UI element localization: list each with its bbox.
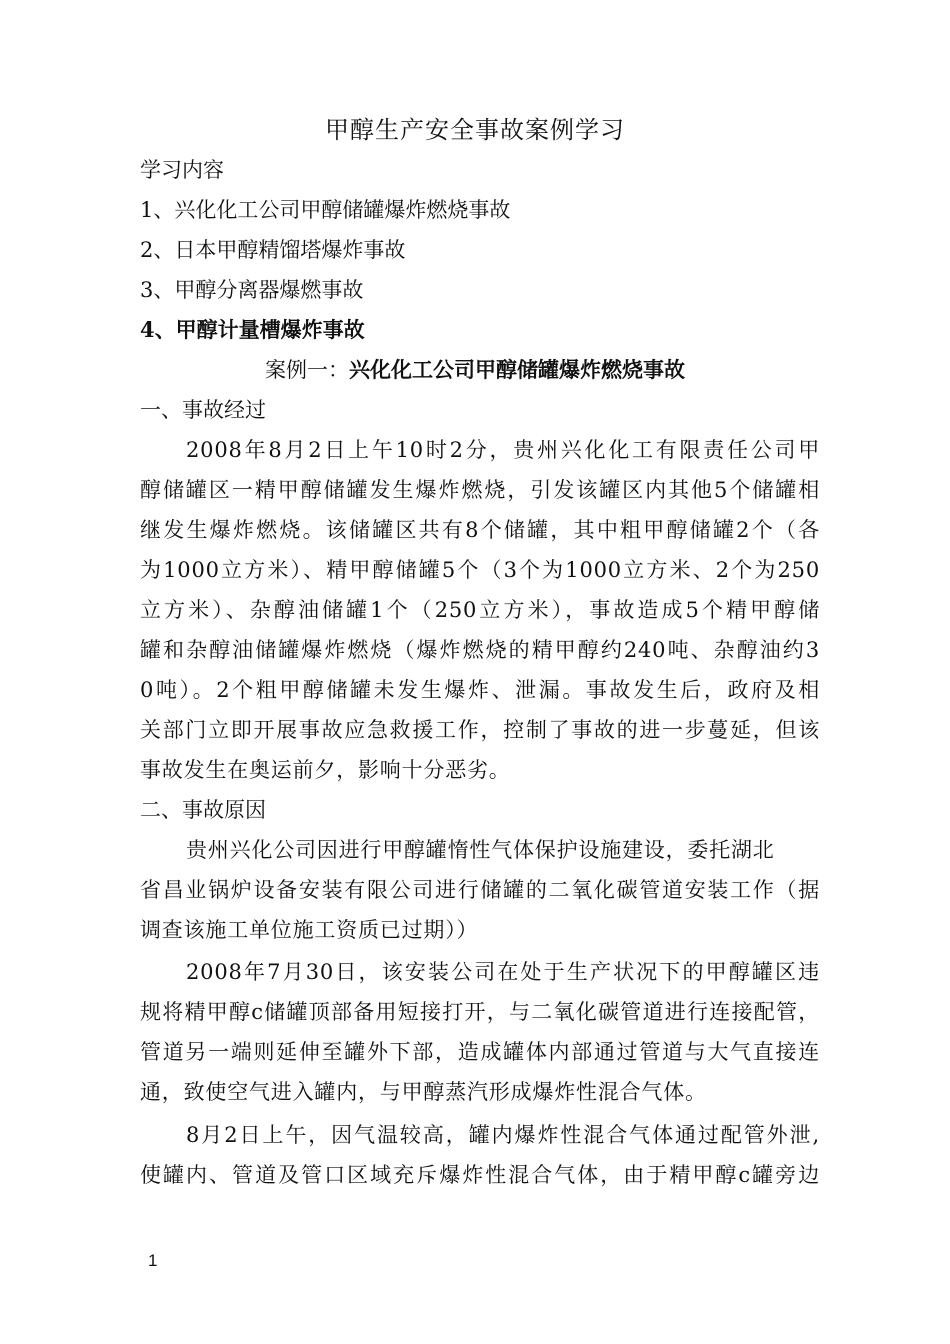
contents-item-2: 2、日本甲醇精馏塔爆炸事故	[140, 238, 406, 262]
paragraph-line: 罐和杂醇油储罐爆炸燃烧（爆炸燃烧的精甲醇约240吨、杂醇油约3	[140, 638, 820, 662]
paragraph-line: 贵州兴化公司因进行甲醇罐惰性气体保护设施建设，委托湖北	[186, 838, 775, 862]
paragraph-line: 使罐内、管道及管口区域充斥爆炸性混合气体，由于精甲醇c罐旁边	[140, 1163, 820, 1187]
section2-heading: 二、事故原因	[140, 798, 266, 822]
paragraph-line: 规将精甲醇c储罐顶部备用短接打开，与二氧化碳管道进行连接配管，	[140, 1000, 820, 1024]
paragraph-line: 为1000立方米）、精甲醇储罐5个（3个为1000立方米、2个为250	[140, 558, 820, 582]
document-title: 甲醇生产安全事故案例学习	[325, 116, 625, 144]
paragraph-line: 省昌业锅炉设备安装有限公司进行储罐的二氧化碳管道安装工作（据	[140, 878, 820, 902]
paragraph-line: 0吨）。2个粗甲醇储罐未发生爆炸、泄漏。事故发生后，政府及相	[140, 678, 820, 702]
section2-paragraph-1	[140, 830, 820, 950]
case-title-prefix: 案例一：	[265, 358, 349, 382]
case-title-main: 兴化化工公司甲醇储罐爆炸燃烧事故	[349, 357, 685, 382]
page-number: 1	[148, 1251, 158, 1270]
contents-item-1: 1、兴化化工公司甲醇储罐爆炸燃烧事故	[140, 198, 511, 222]
contents-heading: 学习内容	[140, 158, 224, 182]
paragraph-line: 立方米）、杂醇油储罐1个（250立方米），事故造成5个精甲醇储	[140, 598, 820, 622]
section2-paragraph-2	[140, 952, 820, 1112]
paragraph-line: 2008年8月2日上午10时2分，贵州兴化化工有限责任公司甲	[186, 438, 820, 462]
paragraph-line: 醇储罐区一精甲醇储罐发生爆炸燃烧，引发该罐区内其他5个储罐相	[140, 478, 820, 502]
paragraph-line: 2008年7月30日，该安装公司在处于生产状况下的甲醇罐区违	[186, 960, 820, 984]
section1-paragraph	[140, 430, 820, 790]
contents-item-4: 4、甲醇计量槽爆炸事故	[140, 317, 365, 342]
paragraph-line: 8月2日上午，因气温较高，罐内爆炸性混合气体通过配管外泄,	[186, 1123, 820, 1147]
case-title	[0, 355, 950, 385]
section1-heading: 一、事故经过	[140, 398, 266, 422]
paragraph-line: 关部门立即开展事故应急救援工作，控制了事故的进一步蔓延，但该	[140, 718, 820, 742]
contents-item-3: 3、甲醇分离器爆燃事故	[140, 278, 364, 302]
section2-paragraph-3	[140, 1115, 820, 1195]
paragraph-line: 通，致使空气进入罐内，与甲醇蒸汽形成爆炸性混合气体。	[140, 1080, 707, 1104]
paragraph-line: 管道另一端则延伸至罐外下部，造成罐体内部通过管道与大气直接连	[140, 1040, 820, 1064]
paragraph-line: 事故发生在奥运前夕，影响十分恶劣。	[140, 758, 511, 782]
paragraph-line: 继发生爆炸燃烧。该储罐区共有8个储罐，其中粗甲醇储罐2个（各	[140, 518, 820, 542]
paragraph-line: 调查该施工单位施工资质已过期））	[140, 918, 479, 942]
